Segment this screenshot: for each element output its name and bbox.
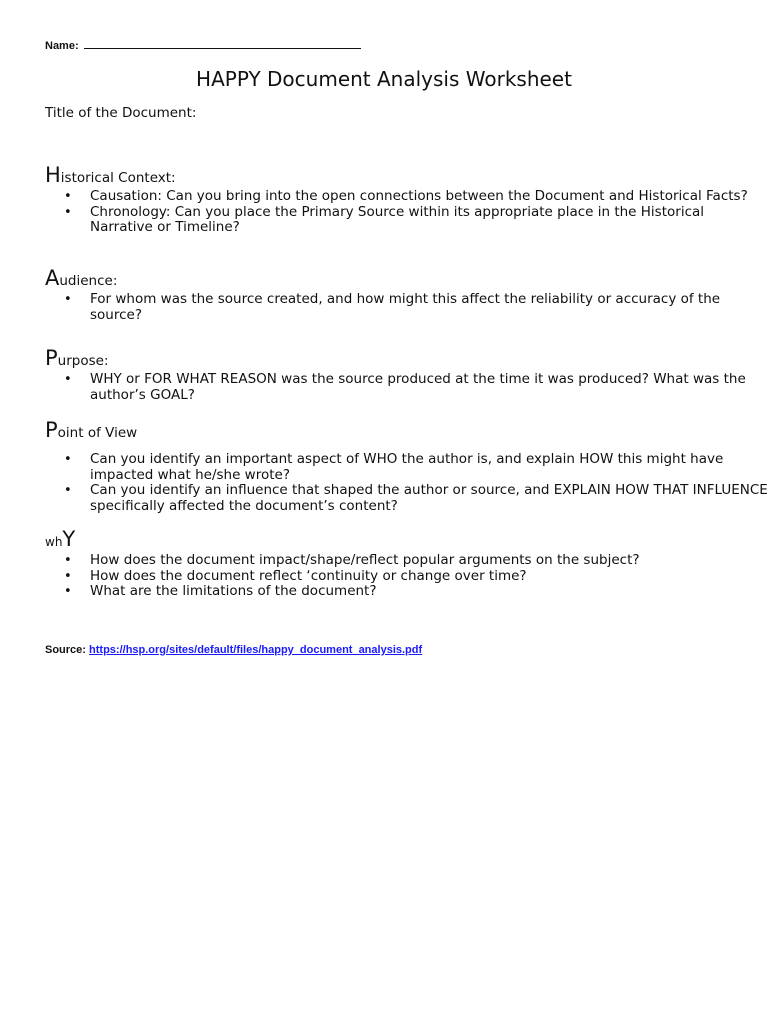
heading-initial: A bbox=[45, 266, 60, 290]
section-heading bbox=[45, 267, 735, 292]
heading-rest: istorical Context: bbox=[60, 170, 176, 186]
list-item: • For whom was the source created, and how might this affect the reliability or accuracy of the source? bbox=[64, 291, 721, 323]
page-title: HAPPY Document Analysis Worksheet bbox=[196, 67, 572, 91]
bullet-icon: • bbox=[64, 452, 72, 467]
list-item: • Causation: Can you bring into the open connections between the Document and Historical Facts? bbox=[64, 188, 748, 204]
heading-rest: oint of View bbox=[57, 425, 138, 441]
list-item: • WHY or FOR WHAT REASON was the source produced at the time it was produced? What was the author’s GOAL? bbox=[64, 371, 746, 403]
heading-initial: Y bbox=[62, 527, 76, 551]
section-point-of-view bbox=[45, 418, 768, 515]
list-item: • How does the document impact/shape/reflect popular arguments on the subject? bbox=[64, 552, 640, 568]
bullet-icon: • bbox=[64, 584, 72, 600]
bullet-icon: • bbox=[64, 553, 72, 568]
bullet-icon: • bbox=[64, 204, 72, 220]
section-purpose bbox=[45, 346, 746, 403]
bullet-list bbox=[45, 188, 748, 236]
heading-initial: P bbox=[45, 346, 58, 370]
list-item: • How does the document reflect ‘continuity or change over time? bbox=[64, 567, 527, 584]
list-item: • Can you identify an important aspect of WHO the author is, and explain HOW this might have impacted what he/she wrote? bbox=[64, 451, 724, 483]
list-item: • Can you identify an influence that shaped the author or source, and EXPLAIN HOW THAT INFLUENCE specifically affected the document’s content? bbox=[64, 482, 768, 515]
source-label: Source: bbox=[45, 644, 86, 656]
section-historical-context bbox=[45, 163, 748, 236]
bullet-list bbox=[45, 451, 768, 515]
section-audience bbox=[45, 267, 735, 323]
section-heading bbox=[45, 419, 735, 444]
source-line bbox=[45, 644, 422, 656]
heading-rest: urpose: bbox=[57, 353, 109, 369]
section-heading bbox=[45, 164, 735, 189]
bullet-icon: • bbox=[64, 292, 72, 307]
bullet-list bbox=[45, 553, 735, 600]
section-why bbox=[45, 528, 735, 600]
heading-initial: P bbox=[45, 418, 58, 442]
list-item: • Chronology: Can you place the Primary Source within its appropriate place in the Historical Narrative or Timeline? bbox=[64, 203, 705, 236]
heading-rest: udience: bbox=[59, 273, 118, 289]
source-link[interactable]: https://hsp.org/sites/default/files/happy_document_analysis.pdf bbox=[89, 644, 423, 656]
bullet-icon: • bbox=[64, 189, 72, 204]
heading-prefix: wh bbox=[45, 535, 63, 549]
bullet-icon: • bbox=[64, 483, 72, 499]
heading-initial: H bbox=[45, 163, 61, 187]
bullet-icon: • bbox=[64, 372, 72, 387]
bullet-list bbox=[45, 292, 735, 323]
bullet-icon: • bbox=[64, 568, 72, 584]
section-heading bbox=[45, 528, 735, 553]
name-label: Name: bbox=[45, 40, 79, 52]
bullet-list bbox=[45, 371, 746, 403]
document-title-label: Title of the Document: bbox=[45, 105, 197, 121]
name-blank-line[interactable] bbox=[84, 47, 361, 49]
list-item: • What are the limitations of the document? bbox=[64, 583, 377, 600]
section-heading bbox=[45, 347, 735, 372]
name-field[interactable] bbox=[45, 40, 361, 52]
